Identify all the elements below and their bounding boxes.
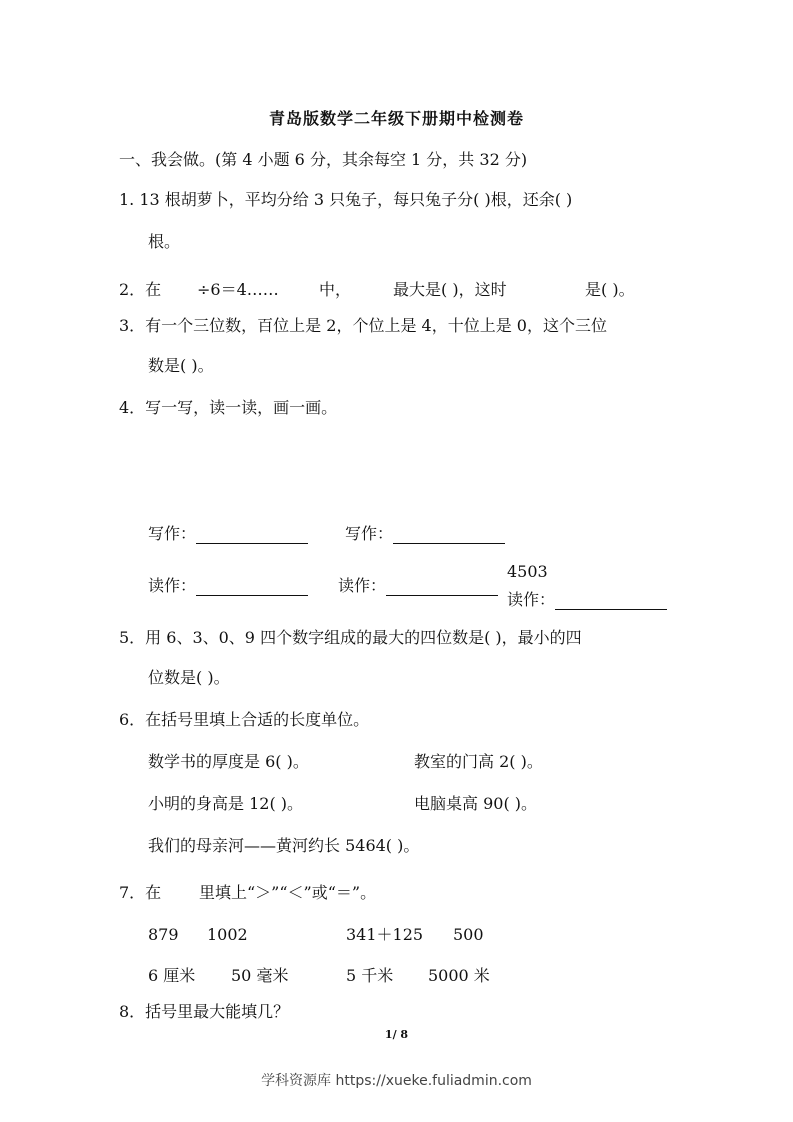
read-label-2: 读作： [338,576,387,595]
write-label-2: 写作： [345,524,394,543]
question-6-item-a: 数学书的厚度是 6( )。 [148,752,309,771]
question-1-line-2: 根。 [148,232,181,251]
question-4-read-3 [507,590,667,610]
answer-line [555,593,667,610]
question-2-is: 是( )。 [585,280,635,299]
read-label-3: 读作： [507,590,556,609]
question-4-write-1 [148,524,308,544]
page-number: 1/ 8 [384,1028,409,1041]
question-6-item-c: 小明的身高是 12( )。 [148,794,304,813]
question-4-line-1: 4．写一写，读一读，画一画。 [119,398,338,417]
question-2-expression: ÷6＝4…… [197,280,279,299]
read-label-1: 读作： [148,576,197,595]
question-7-instruction: 里填上“＞”“＜”或“＝”。 [199,883,377,902]
question-3-line-2: 数是( )。 [148,356,214,375]
question-6-item-d: 电脑桌高 90( )。 [414,794,538,813]
answer-line [393,527,505,544]
question-4-number: 4503 [507,562,548,581]
question-5-line-2: 位数是( )。 [148,668,230,687]
question-2-prefix: 2．在 [119,280,162,299]
question-2-middle: 中， [319,280,352,299]
question-4-read-2 [338,576,498,596]
question-8-line-1: 8．括号里最大能填几？ [119,1002,290,1021]
compare-1-right: 1002 [207,925,248,944]
question-7-prefix: 7．在 [119,883,162,902]
footer-watermark: 学科资源库 https://xueke.fuliadmin.com [261,1073,532,1089]
compare-4-left: 5 千米 [346,966,394,985]
compare-4-right: 5000 米 [428,966,490,985]
question-6-item-e: 我们的母亲河——黄河约长 5464( )。 [148,836,420,855]
compare-2-left: 341＋125 [346,925,424,944]
section-heading: 一、我会做。(第 4 小题 6 分，其余每空 1 分，共 32 分) [119,150,528,169]
question-4-write-2 [345,524,505,544]
answer-line [386,579,498,596]
answer-line [196,579,308,596]
question-4-read-1 [148,576,308,596]
question-2-max: 最大是( )，这时 [393,280,507,299]
question-6-item-b: 教室的门高 2( )。 [414,752,543,771]
compare-3-right: 50 毫米 [231,966,289,985]
compare-1-left: 879 [148,925,179,944]
question-5-line-1: 5．用 6、3、0、9 四个数字组成的最大的四位数是( )，最小的四 [119,628,582,647]
compare-3-left: 6 厘米 [148,966,196,985]
question-1-line-1: 1. 13 根胡萝卜，平均分给 3 只兔子，每只兔子分( )根，还余( ) [119,190,573,209]
compare-2-right: 500 [453,925,484,944]
page-title: 青岛版数学二年级下册期中检测卷 [268,109,524,128]
question-3-line-1: 3．有一个三位数，百位上是 2，个位上是 4，十位上是 0，这个三位 [119,316,607,335]
answer-line [196,527,308,544]
question-6-line-1: 6．在括号里填上合适的长度单位。 [119,710,370,729]
write-label-1: 写作： [148,524,197,543]
